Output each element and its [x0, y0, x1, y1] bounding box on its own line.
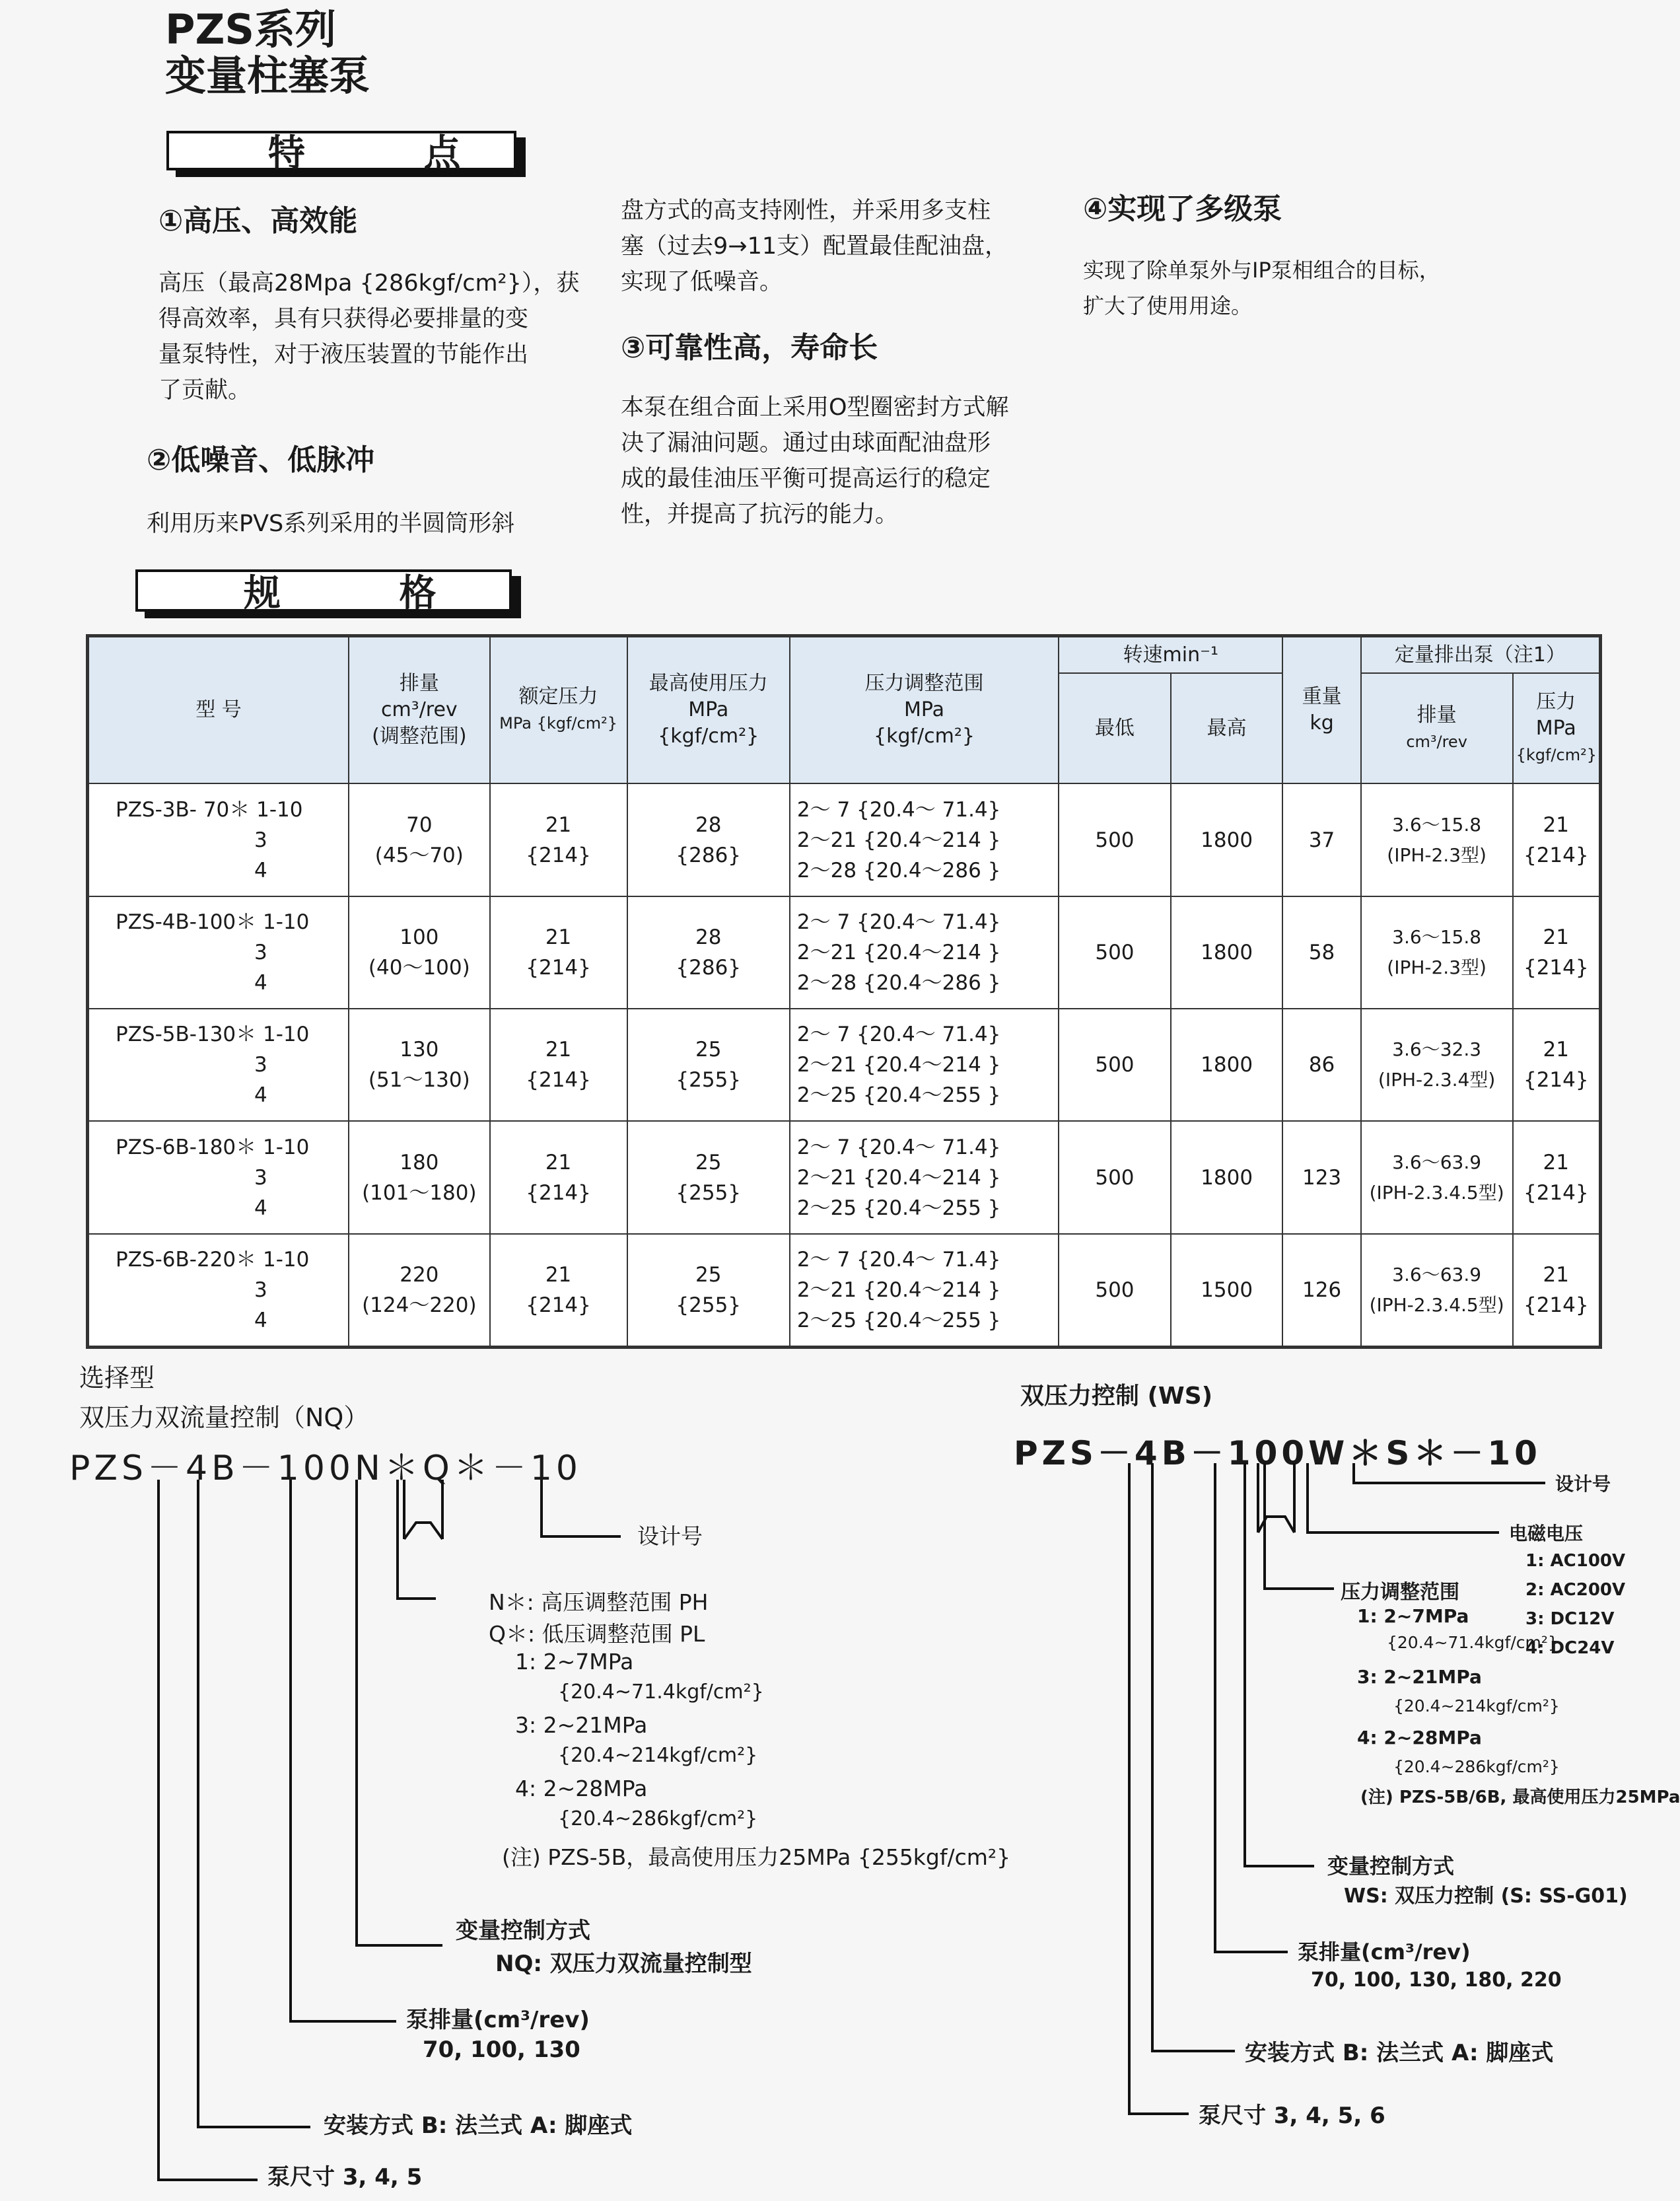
feature-2-title: ②低噪音、低脉冲 — [147, 443, 375, 477]
ws-range-3: 3: 2~21MPa — [1357, 1666, 1482, 1688]
cell-line: 3 — [254, 828, 267, 852]
text-line: 了贡献。 — [158, 377, 252, 404]
ws-range-1: 1: 2~7MPa — [1357, 1605, 1469, 1627]
cell-line: 21 — [1543, 1262, 1569, 1287]
nq-high-pressure-range: N＊: 高压调整范围 PH — [489, 1589, 709, 1615]
ws-design-number: 设计号 — [1555, 1473, 1611, 1495]
nq-option-3-detail: {20.4~214kgf/cm²} — [558, 1744, 758, 1767]
cell-line: {214} — [526, 955, 591, 980]
cell-line: (124～220) — [362, 1293, 477, 1317]
text-line: 高压（最高28Mpa {286kgf/cm²}），获 — [158, 270, 580, 297]
nq-low-pressure-range: Q＊: 低压调整范围 PL — [489, 1621, 705, 1647]
cell-line: 500 — [1095, 828, 1135, 852]
header-line: 额定压力 — [518, 685, 598, 709]
cell-line: 21 — [545, 925, 572, 949]
nq-option-3: 3: 2~21MPa — [515, 1712, 648, 1738]
cell-line: 100 — [400, 925, 439, 949]
cell-line: 2～21 {20.4～214 } — [796, 1053, 1001, 1077]
features-section-title: 特 点 — [268, 132, 514, 175]
nq-option-4: 4: 2~28MPa — [515, 1776, 648, 1801]
ws-voltage-1: 1: AC100V — [1525, 1551, 1626, 1571]
text-line: 实现了除单泵外与IP泵相组合的目标， — [1083, 258, 1440, 283]
nq-option-1: 1: 2~7MPa — [515, 1649, 634, 1675]
ws-voltage-2: 2: AC200V — [1525, 1580, 1626, 1600]
header-line: {kgf/cm²} — [658, 725, 759, 748]
header-line: 排量 — [399, 672, 439, 696]
ws-pressure-range: 压力调整范围 — [1341, 1581, 1459, 1604]
cell-line: 21 — [1543, 1150, 1569, 1174]
cell-line: 220 — [400, 1262, 439, 1287]
cell-line: 21 — [1543, 925, 1569, 949]
header-line: 重量 — [1302, 685, 1342, 709]
cell-line: 21 — [545, 812, 572, 837]
text-line: 盘方式的高支持刚性，并采用多支柱 — [621, 198, 991, 224]
ws-range-4: 4: 2~28MPa — [1357, 1727, 1482, 1749]
text-line: 成的最佳油压平衡可提高运行的稳定 — [621, 466, 991, 492]
cell-line: {214} — [1523, 955, 1589, 980]
ws-range-3-detail: {20.4~214kgf/cm²} — [1393, 1696, 1560, 1715]
header-line: MPa — [688, 698, 729, 722]
cell-line: PZS-6B-220＊ 1-10 — [116, 1247, 310, 1272]
cell-line: 86 — [1308, 1053, 1335, 1077]
cell-line: (IPH-2.3.4型) — [1378, 1069, 1496, 1091]
header-line: MPa — [903, 698, 944, 722]
nq-control-value: NQ: 双压力双流量控制型 — [495, 1951, 752, 1977]
cell-line: PZS-3B- 70＊ 1-10 — [116, 797, 303, 822]
header-model: 型 号 — [88, 637, 349, 783]
cell-line: {255} — [676, 1180, 742, 1205]
cell-line: 3.6～15.8 — [1392, 813, 1482, 836]
nq-model-code: PZS－4B－100N＊Q＊－10 — [69, 1449, 582, 1488]
text-line: 塞（过去9→11支）配置最佳配油盘， — [621, 233, 1008, 260]
cell-line: 70 — [406, 812, 433, 837]
cell-line: (IPH-2.3型) — [1387, 844, 1487, 866]
text-line: 实现了低噪音。 — [621, 269, 783, 295]
cell-line: 4 — [254, 858, 267, 883]
cell-line: {214} — [1523, 1293, 1589, 1317]
cell-line: 25 — [695, 1038, 722, 1062]
text-line: 得高效率，具有只获得必要排量的变 — [158, 306, 529, 332]
cell-line: 2～21 {20.4～214 } — [796, 1165, 1001, 1190]
cell-line: 3 — [254, 1278, 267, 1302]
cell-line: 1800 — [1201, 1053, 1253, 1077]
cell-line: {286} — [676, 955, 742, 980]
cell-line: {214} — [1523, 843, 1589, 867]
cell-line: (IPH-2.3.4.5型) — [1369, 1293, 1504, 1316]
cell-line: 2～ 7 {20.4～ 71.4} — [796, 1135, 1001, 1159]
cell-line: {214} — [526, 1293, 591, 1317]
header-line: {kgf/cm²} — [1516, 745, 1597, 764]
nq-option-1-detail: {20.4~71.4kgf/cm²} — [558, 1680, 764, 1704]
cell-line: {214} — [526, 1068, 591, 1093]
cell-line: {255} — [676, 1068, 742, 1093]
cell-line: {214} — [526, 843, 591, 867]
cell-line: 21 — [1543, 1038, 1569, 1062]
cell-line: 21 — [545, 1262, 572, 1287]
nq-heading: 双压力双流量控制（NQ） — [79, 1403, 369, 1432]
cell-line: (51～130) — [368, 1068, 470, 1093]
header-speed-max: 最高 — [1171, 673, 1283, 783]
cell-line: 500 — [1095, 1053, 1135, 1077]
cell-line: 21 — [545, 1150, 572, 1174]
ws-voltage-3: 3: DC12V — [1525, 1609, 1615, 1629]
nq-displacement: 泵排量(cm³/rev) — [406, 2007, 590, 2033]
specs-section-title: 规 格 — [244, 572, 489, 615]
cell-line: 3 — [254, 940, 267, 964]
ws-control-method: 变量控制方式 — [1327, 1854, 1455, 1879]
cell-line: 4 — [254, 1196, 267, 1220]
cell-line: 2～ 7 {20.4～ 71.4} — [796, 1247, 1001, 1272]
ws-displacement-values: 70, 100, 130, 180, 220 — [1311, 1968, 1562, 1992]
text-line: 利用历来PVS系列采用的半圆筒形斜 — [147, 511, 515, 537]
ws-heading: 双压力控制 (WS) — [1020, 1383, 1213, 1410]
header-line: cm³/rev — [1406, 732, 1467, 751]
cell-line: 123 — [1302, 1165, 1342, 1190]
series-name: PZS系列 — [165, 5, 337, 54]
cell-line: 1800 — [1201, 1165, 1253, 1190]
ws-range-4-detail: {20.4~286kgf/cm²} — [1393, 1757, 1560, 1776]
feature-1-title: ①高压、高效能 — [158, 204, 358, 238]
cell-line: (45～70) — [374, 843, 464, 867]
text-line: 扩大了使用用途。 — [1083, 293, 1253, 318]
ws-model-code: PZS－4B－100W＊S＊－10 — [1014, 1434, 1541, 1472]
cell-line: 1500 — [1201, 1278, 1253, 1302]
nq-mounting: 安装方式 B: 法兰式 A: 脚座式 — [324, 2112, 633, 2139]
nq-note: (注) PZS-5B，最高使用压力25MPa {255kgf/cm²} — [502, 1844, 1011, 1870]
text-line: 量泵特性，对于液压装置的节能作出 — [158, 342, 529, 368]
nq-design-number: 设计号 — [637, 1523, 703, 1549]
cell-line: 2～ 7 {20.4～ 71.4} — [796, 797, 1001, 822]
cell-line: 1800 — [1201, 940, 1253, 964]
cell-line: 2～28 {20.4～286 } — [796, 970, 1001, 995]
cell-line: 2～21 {20.4～214 } — [796, 940, 1001, 964]
cell-line: 126 — [1302, 1278, 1342, 1302]
header-speed: 转速min⁻¹ — [1059, 637, 1282, 673]
ws-note: (注) PZS-5B/6B, 最高使用压力25MPa — [1360, 1787, 1680, 1807]
selection-heading: 选择型 — [79, 1363, 155, 1392]
ws-mounting: 安装方式 B: 法兰式 A: 脚座式 — [1245, 2040, 1554, 2066]
header-line: 排量 — [1417, 703, 1457, 727]
cell-line: 2～25 {20.4～255 } — [796, 1196, 1001, 1220]
feature-4-title: ④实现了多级泵 — [1083, 192, 1282, 226]
header-line: MPa {kgf/cm²} — [499, 714, 617, 733]
cell-line: 28 — [695, 925, 722, 949]
cell-line: 28 — [695, 812, 722, 837]
cell-line: 2～ 7 {20.4～ 71.4} — [796, 1023, 1001, 1047]
header-line: kg — [1310, 711, 1334, 735]
cell-line: 130 — [400, 1038, 439, 1062]
cell-line: 1800 — [1201, 828, 1253, 852]
header-line: (调整范围) — [372, 725, 467, 748]
cell-line: 4 — [254, 1308, 267, 1332]
header-fixed-pump: 定量排出泵（注1） — [1361, 637, 1599, 673]
cell-line: 180 — [400, 1150, 439, 1174]
cell-line: PZS-4B-100＊ 1-10 — [116, 910, 310, 934]
cell-line: 2～ 7 {20.4～ 71.4} — [796, 910, 1001, 934]
cell-line: 3 — [254, 1053, 267, 1077]
cell-line: 500 — [1095, 1278, 1135, 1302]
cell-line: 2～21 {20.4～214 } — [796, 828, 1001, 852]
ws-solenoid-voltage: 电磁电压 — [1509, 1523, 1584, 1544]
cell-line: 21 — [545, 1038, 572, 1062]
header-line: 压力调整范围 — [864, 672, 984, 696]
cell-line: (IPH-2.3.4.5型) — [1369, 1181, 1504, 1204]
cell-line: 25 — [695, 1150, 722, 1174]
cell-line: 3.6～32.3 — [1392, 1038, 1482, 1061]
ws-pump-size: 泵尺寸 3, 4, 5, 6 — [1199, 2103, 1385, 2129]
header-line: MPa — [1535, 716, 1576, 740]
cell-line: {214} — [1523, 1180, 1589, 1205]
cell-line: (IPH-2.3型) — [1387, 956, 1487, 978]
cell-line: 37 — [1308, 828, 1335, 852]
nq-displacement-values: 70, 100, 130 — [423, 2037, 580, 2063]
nq-option-4-detail: {20.4~286kgf/cm²} — [558, 1807, 758, 1830]
cell-line: 4 — [254, 970, 267, 995]
cell-line: {255} — [676, 1293, 742, 1317]
cell-line: 3.6～63.9 — [1392, 1151, 1482, 1173]
cell-line: 58 — [1308, 940, 1335, 964]
cell-line: PZS-5B-130＊ 1-10 — [116, 1023, 310, 1047]
cell-line: 3 — [254, 1165, 267, 1190]
cell-line: PZS-6B-180＊ 1-10 — [116, 1135, 310, 1159]
header-line: {kgf/cm²} — [873, 725, 975, 748]
cell-line: 2～28 {20.4～286 } — [796, 858, 1001, 883]
ws-range-1-detail: {20.4~71.4kgf/cm²} — [1387, 1633, 1558, 1652]
nq-control-method: 变量控制方式 — [456, 1918, 590, 1944]
text-line: 决了漏油问题。通过由球面配油盘形 — [621, 430, 991, 456]
header-line: 最高使用压力 — [648, 672, 768, 696]
cell-line: {214} — [526, 1180, 591, 1205]
header-line: cm³/rev — [380, 698, 458, 722]
cell-line: 25 — [695, 1262, 722, 1287]
cell-line: 2～25 {20.4～255 } — [796, 1308, 1001, 1332]
nq-pump-size: 泵尺寸 3, 4, 5 — [267, 2164, 423, 2190]
cell-line: 500 — [1095, 1165, 1135, 1190]
ws-voltage-4: 4: DC24V — [1525, 1638, 1615, 1658]
text-line: 本泵在组合面上采用O型圈密封方式解 — [621, 394, 1009, 421]
cell-line: 4 — [254, 1083, 267, 1108]
header-speed-min: 最低 — [1059, 673, 1171, 783]
cell-line: 3.6～63.9 — [1392, 1263, 1482, 1285]
header-line: 压力 — [1536, 690, 1576, 713]
product-name: 变量柱塞泵 — [165, 52, 370, 100]
cell-line: 2～25 {20.4～255 } — [796, 1083, 1001, 1108]
cell-line: 3.6～15.8 — [1392, 925, 1482, 948]
ws-displacement: 泵排量(cm³/rev) — [1298, 1939, 1471, 1965]
cell-line: (101～180) — [362, 1180, 477, 1205]
text-line: 性，并提高了抗污的能力。 — [621, 501, 899, 528]
ws-control-value: WS: 双压力控制 (S: SS-G01) — [1344, 1885, 1628, 1908]
feature-3-title: ③可靠性高，寿命长 — [621, 331, 878, 365]
cell-line: {286} — [676, 843, 742, 867]
cell-line: {214} — [1523, 1068, 1589, 1093]
cell-line: 21 — [1543, 812, 1569, 837]
cell-line: (40～100) — [368, 955, 470, 980]
cell-line: 500 — [1095, 940, 1135, 964]
cell-line: 2～21 {20.4～214 } — [796, 1278, 1001, 1302]
